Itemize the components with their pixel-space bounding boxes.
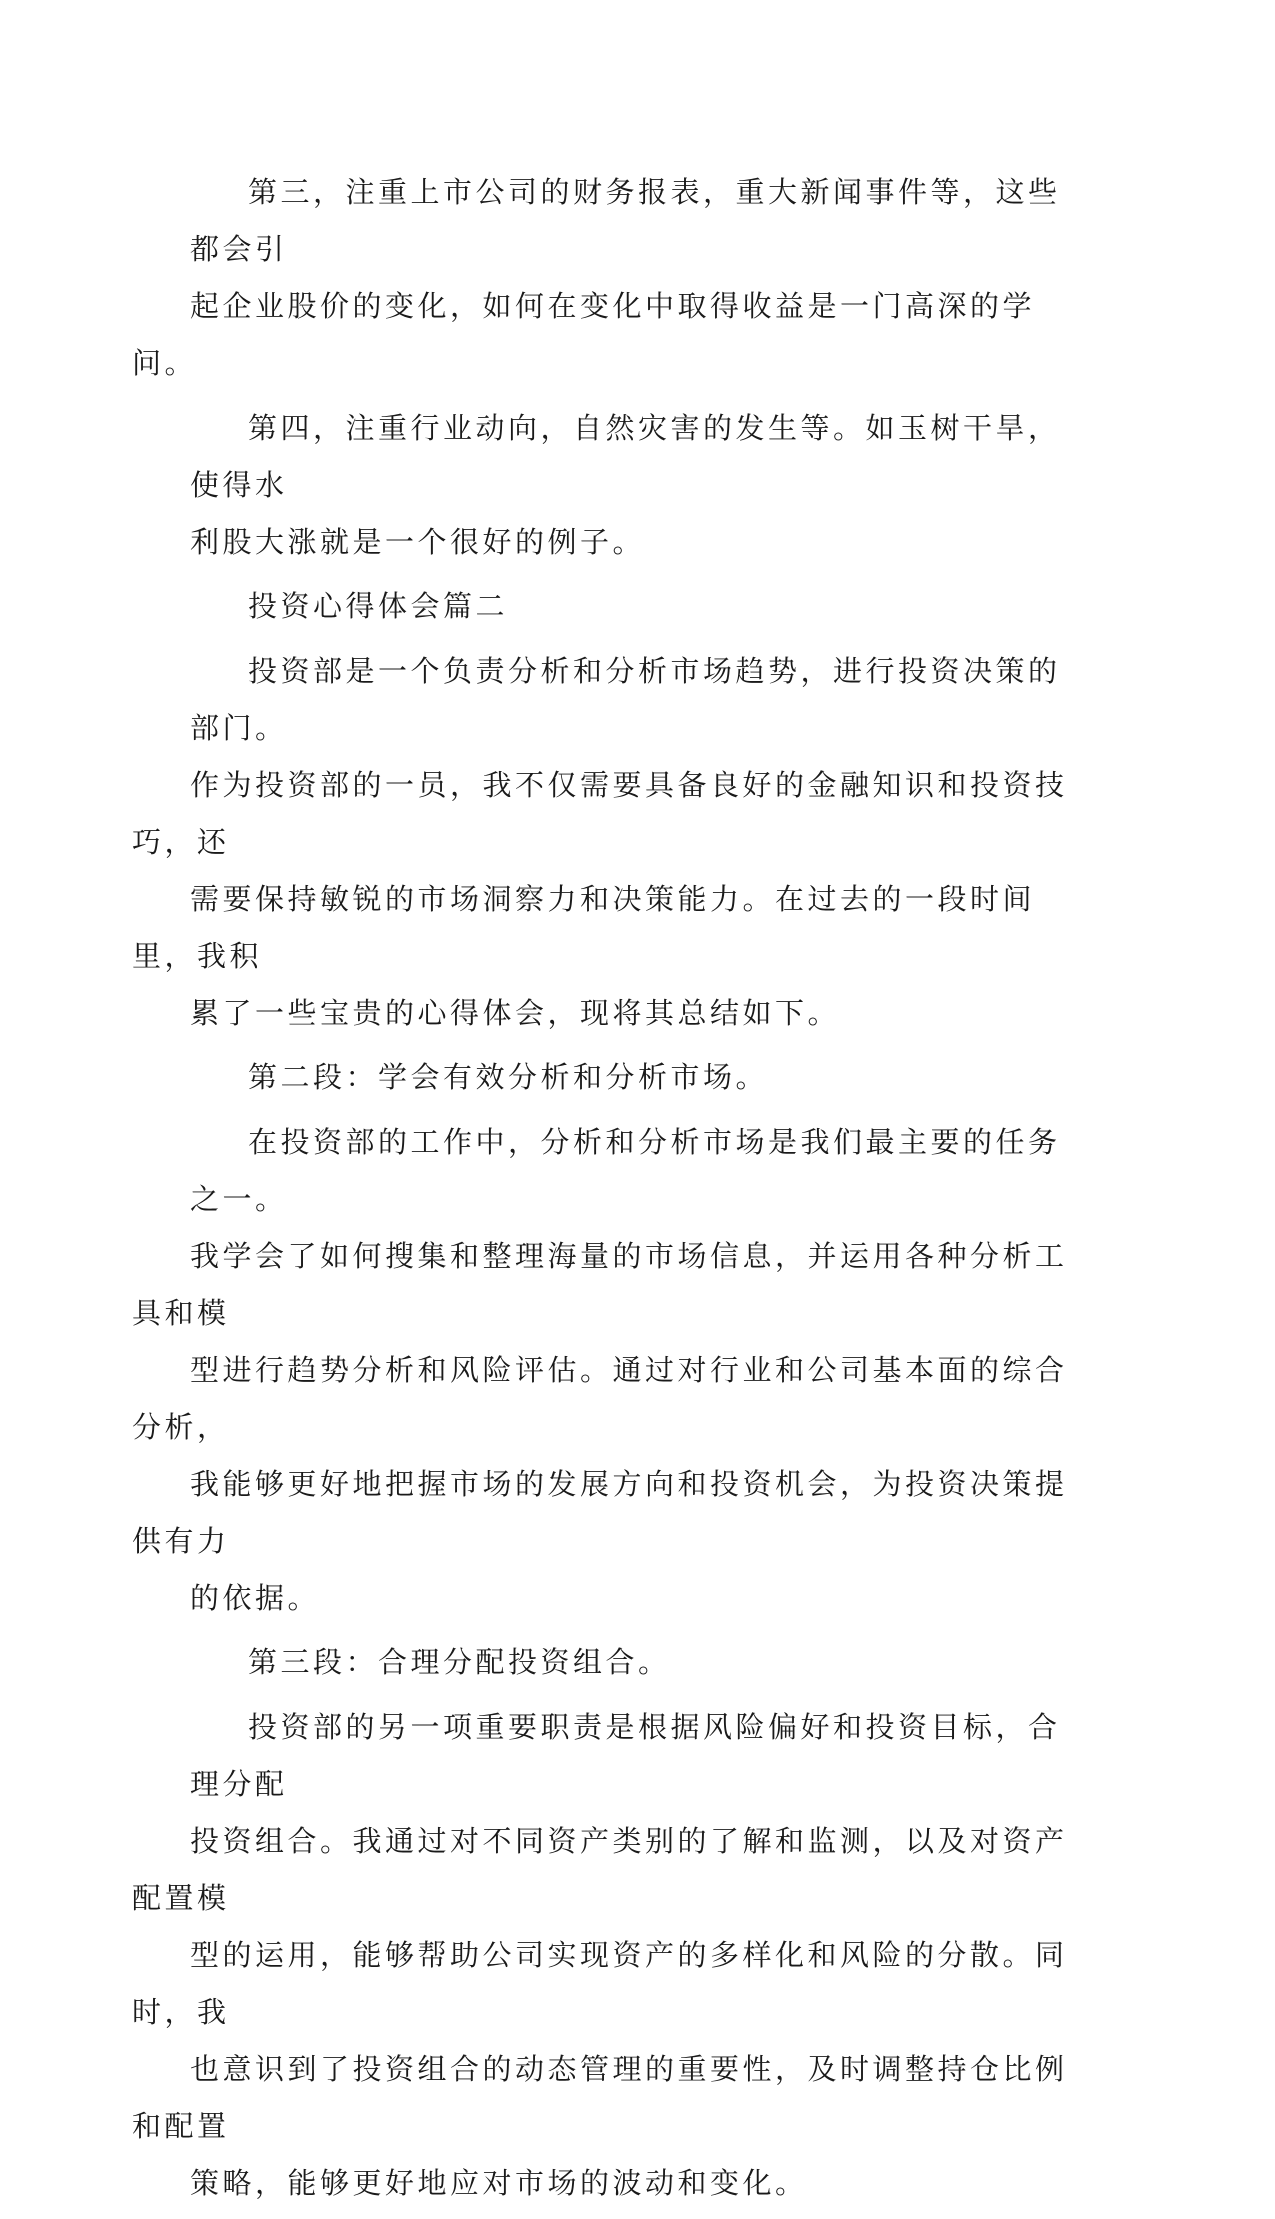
text-line: 需要保持敏锐的市场洞察力和决策能力。在过去的一段时间里，我积 (132, 881, 1036, 973)
subheading-third-section (190, 1634, 1080, 1691)
text-line: 起企业股价的变化，如何在变化中取得收益是一门高深的学问。 (132, 289, 1036, 380)
text-line: 的依据。 (190, 1580, 321, 1615)
text-line: 第二段：学会有效分析和分析市场。 (248, 1060, 769, 1094)
text-line: 也意识到了投资组合的动态管理的重要性，及时调整持仓比例和配置 (132, 2051, 1068, 2143)
paragraph-fourth-point (190, 400, 1080, 571)
section-heading (190, 578, 1080, 635)
text-line: 型的运用，能够帮助公司实现资产的多样化和风险的分散。同时，我 (132, 1937, 1068, 2029)
text-line: 作为投资部的一员，我不仅需要具备良好的金融知识和投资技巧，还 (132, 767, 1068, 859)
text-line: 在投资部的工作中，分析和分析市场是我们最主要的任务之一。 (190, 1124, 1061, 1216)
text-line: 累了一些宝贵的心得体会，现将其总结如下。 (190, 995, 841, 1030)
paragraph-third-point (132, 164, 1080, 392)
text-line: 第三段：合理分配投资组合。 (248, 1645, 671, 1679)
text-line: 第四，注重行业动向，自然灾害的发生等。如玉树干旱，使得水 (190, 410, 1061, 502)
paragraph-intro (132, 643, 1080, 1042)
text-line: 投资心得体会篇二 (248, 589, 509, 623)
paragraph-portfolio (132, 1699, 1080, 2212)
document-body (132, 164, 1080, 2219)
text-line: 型进行趋势分析和风险评估。通过对行业和公司基本面的综合分析， (132, 1352, 1068, 1444)
subheading-second-section (190, 1049, 1080, 1106)
text-line: 第三，注重上市公司的财务报表，重大新闻事件等，这些都会引 (190, 175, 1061, 266)
text-line: 投资组合。我通过对不同资产类别的了解和监测，以及对资产配置模 (132, 1823, 1068, 1915)
text-line: 我学会了如何搜集和整理海量的市场信息，并运用各种分析工具和模 (132, 1238, 1068, 1330)
text-line: 我能够更好地把握市场的发展方向和投资机会，为投资决策提供有力 (132, 1466, 1068, 1558)
text-line: 利股大涨就是一个很好的例子。 (190, 524, 646, 559)
paragraph-market-analysis (132, 1114, 1080, 1627)
text-line: 投资部是一个负责分析和分析市场趋势，进行投资决策的部门。 (190, 653, 1061, 745)
text-line: 策略，能够更好地应对市场的波动和变化。 (190, 2165, 808, 2200)
text-line: 投资部的另一项重要职责是根据风险偏好和投资目标，合理分配 (190, 1709, 1061, 1801)
